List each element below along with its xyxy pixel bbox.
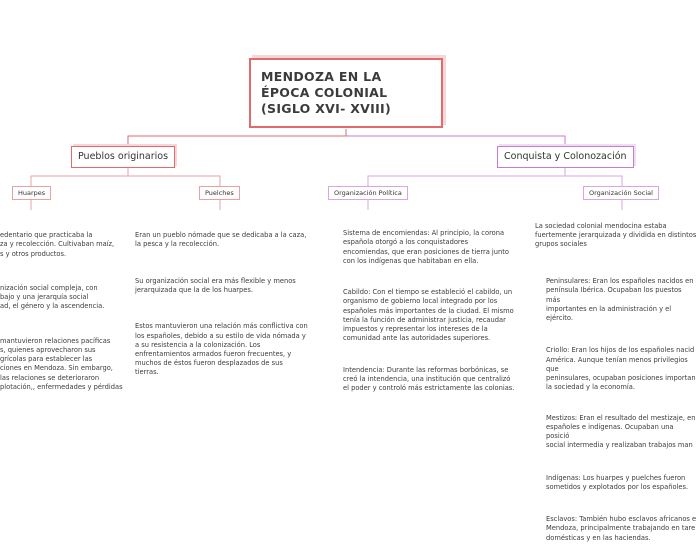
connector-puelches — [128, 176, 220, 186]
topic-conquista-colonizacion[interactable] — [497, 146, 634, 168]
central-topic-label: MENDOZA EN LA ÉPOCA COLONIAL (SIGLO XVI- XVIII) — [261, 69, 392, 116]
puelches-note-3[interactable]: Estos mantuvieron una relación más conflictiva con los españoles, debido a su estilo de vida nómada y a su resistencia a la colonización. Los enfrentamientos armados fueron frecuentes, y muchos de éstos fueron desplazados de sus tierras. — [135, 322, 308, 377]
subtopic-organizacion-social[interactable] — [583, 186, 659, 200]
huarpes-notes — [0, 222, 124, 409]
topic-conquista-colonizacion-label: Conquista y Colonozación — [504, 151, 627, 162]
social-note-esclavos[interactable]: Esclavos: También hubo esclavos africanos e Mendoza, principalmente trabajando en tare domésticas y en las haciendas. — [546, 515, 697, 542]
connector-politica — [368, 168, 565, 186]
subtopic-organizacion-social-label: Organización Social — [589, 189, 653, 197]
subtopic-organizacion-politica[interactable] — [328, 186, 408, 200]
social-intro[interactable]: La sociedad colonial mendocina estaba fuertemente jerarquizada y dividida en distintos grupos sociales — [535, 222, 697, 249]
huarpes-note-2[interactable]: nización social compleja, con bajo y una jerarquía social ad, el género y la ascendencia. — [0, 284, 105, 311]
topic-pueblos-originarios-label: Pueblos originarios — [78, 151, 169, 162]
social-note-mestizos[interactable]: Mestizos: Eran el resultado del mestizaje, en españoles e indígenas. Ocupaban una posició social intermedia y realizaban trabajos man — [546, 413, 696, 450]
social-note-criollo[interactable]: Criollo: Eran los hijos de los españoles nacid América. Aunque tenían menos privilegios que peninsulares, ocupaban posiciones importan la sociedad y la economía. — [546, 346, 696, 392]
politica-note-1[interactable]: Sistema de encomiendas: Al principio, la corona española otorgó a los conquistadores encomiendas, que eran posiciones de tierra junto con los indígenas que habitaban en ella. — [343, 229, 509, 265]
subtopic-huarpes-label: Huarpes — [18, 189, 46, 197]
puelches-note-1[interactable]: Eran un pueblo nómade que se dedicaba a la caza, la pesca y la recolección. — [135, 231, 307, 249]
politica-notes — [343, 220, 525, 410]
subtopic-organizacion-politica-label: Organización Política — [334, 189, 402, 197]
subtopic-puelches-label: Puelches — [205, 189, 234, 197]
connector-social — [565, 176, 622, 186]
politica-note-3[interactable]: Intendencia: Durante las reformas borbónicas, se creó la intendencia, una institución que centralizó el poder y controló más estrictamente las colonias. — [343, 365, 515, 393]
central-topic[interactable] — [249, 58, 443, 128]
connector-title-left — [128, 129, 346, 146]
puelches-notes — [135, 222, 315, 395]
social-note-peninsulares[interactable]: Peninsulares: Eran los españoles nacidos en península Ibérica. Ocupaban los puestos más importantes en la administración y el ejército. — [546, 277, 694, 323]
puelches-note-2[interactable]: Su organización social era más flexible y menos jerarquizada que la de los huarpes. — [135, 276, 296, 295]
social-notes — [546, 268, 697, 560]
politica-note-2[interactable]: Cabildo: Con el tiempo se estableció el cabildo, un organismo de gobierno local integrado por los españoles más importantes de la ciudad. El mismo tenía la función de administrar justicia, recaudar impuestos y representar los intereses de la comunidad ante las autoridades superiores. — [343, 288, 514, 343]
connector-huarpes — [31, 168, 128, 186]
connector-title-right — [346, 136, 565, 146]
huarpes-note-3[interactable]: mantuvieron relaciones pacíficas s, quienes aprovecharon sus grícolas para establecer las ciones en Mendoza. Sin embargo, las relaciones se deterioraron plotación,, enfermedades y pérdidas — [0, 336, 123, 391]
subtopic-puelches[interactable] — [199, 186, 240, 200]
subtopic-huarpes[interactable] — [12, 186, 51, 200]
social-note-indigenas[interactable]: Indígenas: Los huarpes y puelches fueron sometidos y explotados por los españoles. — [546, 473, 689, 491]
topic-pueblos-originarios[interactable] — [71, 146, 175, 168]
huarpes-note-1[interactable]: edentario que practicaba la za y recolección. Cultivaban maíz, s y otros productos. — [0, 231, 115, 258]
